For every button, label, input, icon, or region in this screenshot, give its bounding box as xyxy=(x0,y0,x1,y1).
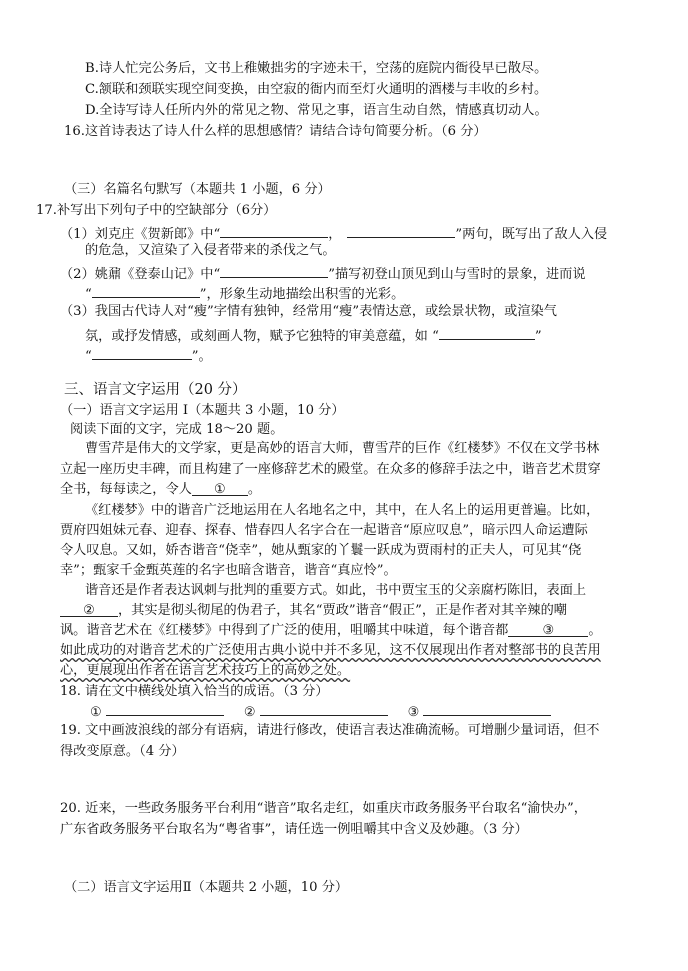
reading-intro: 阅读下面的文字，完成 18～20 题。 xyxy=(70,422,284,437)
option-d: D.全诗写诗人任所内外的常见之物、常见之事，语言生动自然，情感真切动人。 xyxy=(85,103,548,118)
sub-section-2-title: （二）语言文字运用Ⅱ（本题共 2 小题，10 分） xyxy=(64,880,349,895)
para-3-line-1: 谐音还是作者表达讽刺与批判的重要方式。如此，书中贾宝玉的父亲腐朽陈旧，表面上 xyxy=(85,583,587,598)
part-3-title: 三、语言文字运用（20 分） xyxy=(64,382,247,398)
q17-item-1-suffix: ”两句，既写出了敌人入侵 xyxy=(455,227,608,242)
para-2-line-3: 令人叹息。又如，娇杏谐音“侥幸”，她从甄家的丫鬟一跃成为贾雨村的正夫人，可见其“侥 xyxy=(60,543,582,558)
blank-2: ② xyxy=(60,602,118,617)
period: 。 xyxy=(247,482,262,497)
q18-marker-2: ② xyxy=(243,705,256,720)
question-16: 16.这首诗表达了诗人什么样的思想感情？请结合诗句简要分析。（6 分） xyxy=(64,124,487,139)
answer-blank[interactable] xyxy=(220,263,328,278)
para-2-line-1: 《红楼梦》中的谐音广泛地运用在人名地名之中，其中，在人名上的运用更普遍。比如， xyxy=(85,503,600,518)
section-dictation-title: （三）名篇名句默写（本题共 1 小题，6 分） xyxy=(64,182,331,197)
question-19-line-2: 得改变原意。（4 分） xyxy=(60,744,185,759)
q17-item-3-end: ”。 xyxy=(191,349,212,364)
para-2-line-4: 幸”；甄家千金甄英莲的名字也暗含谐音，谐音“真应怜”。 xyxy=(60,563,397,578)
answer-blank[interactable] xyxy=(106,701,224,716)
period: 。 xyxy=(588,623,602,638)
option-c: C.颔联和颈联实现空间变换，由空寂的衙内而至灯火通明的酒楼与丰收的乡村。 xyxy=(85,82,548,97)
q17-item-3-text: 氛，或抒发情感，或刻画人物，赋予它独特的审美意蕴，如 “ xyxy=(85,329,439,344)
blank-3: ③ xyxy=(508,622,588,637)
answer-blank[interactable] xyxy=(92,345,192,360)
para-3-line-3-text: 讽。谐音艺术在《红楼梦》中得到了广泛的使用，咀嚼其中味道，每个谐音都 xyxy=(60,623,509,638)
q17-item-2-line-1 xyxy=(60,263,586,284)
question-18: 18. 请在文中横线处填入恰当的成语。（3 分） xyxy=(60,684,329,699)
q17-item-3-line-1: （3）我国古代诗人对“瘦”字情有独钟，经常用“瘦”表情达意，或绘景状物，或渲染气 xyxy=(60,304,557,319)
answer-blank[interactable] xyxy=(423,701,551,716)
q17-item-1-comma: ， xyxy=(328,227,342,242)
q17-item-2-end: ”，形象生动地描绘出积雪的光彩。 xyxy=(199,287,405,302)
q17-item-2-line-2 xyxy=(85,283,404,304)
q17-item-3-line-3 xyxy=(85,345,212,366)
q17-item-2-prefix: （2）姚鼐《登泰山记》中“ xyxy=(60,267,221,282)
answer-blank[interactable] xyxy=(260,701,388,716)
q17-item-1-line-1 xyxy=(60,223,607,244)
para-1-line-3 xyxy=(60,481,261,499)
para-3-line-3 xyxy=(60,622,602,640)
sub-section-1-title: （一）语言文字运用 Ⅰ（本题共 3 小题，10 分） xyxy=(60,403,345,418)
q17-item-3-line-2 xyxy=(85,325,542,346)
para-3-line-2 xyxy=(60,602,567,620)
wavy-sentence-line-2: 心，更展现出作者在语言艺术技巧上的高妙之处。 xyxy=(60,663,351,678)
option-b: B.诗人忙完公务后，文书上稚嫩拙劣的字迹未干，空荡的庭院内衙役早已散尽。 xyxy=(85,61,548,76)
para-3-line-2-text: ，其实是彻头彻尾的伪君子，其名“贾政”谐音“假正”，正是作者对其辛辣的嘲 xyxy=(118,603,567,618)
answer-blank[interactable] xyxy=(220,223,328,238)
open-quote: “ xyxy=(85,349,92,364)
para-1-line-3-text: 全书，每每读之，令人 xyxy=(60,482,192,497)
para-1-line-2: 立起一座历史丰碑，而且构建了一座修辞艺术的殿堂。在众多的修辞手法之中，谐音艺术贯穿 xyxy=(60,462,601,477)
q18-marker-3: ③ xyxy=(407,705,420,720)
question-20-line-2: 广东省政务服务平台取名为“粤省事”，请任选一例咀嚼其中含义及妙趣。（3 分） xyxy=(60,822,528,837)
q18-answers xyxy=(90,701,551,722)
answer-blank[interactable] xyxy=(92,283,200,298)
q17-item-2-suffix: ”描写初登山顶见到山与雪时的景象，进而说 xyxy=(328,267,586,282)
q17-item-1-line-2: 的危急，又渲染了入侵者带来的杀伐之气。 xyxy=(85,243,336,258)
q18-marker-1: ① xyxy=(90,705,102,720)
blank-1: ① xyxy=(192,481,248,496)
answer-blank[interactable] xyxy=(347,223,455,238)
close-quote: ” xyxy=(534,329,542,344)
open-quote: “ xyxy=(85,287,92,302)
question-19-line-1: 19. 文中画波浪线的部分有语病，请进行修改，使语言表达准确流畅。可增删少量词语，但不 xyxy=(60,723,600,738)
question-17-title: 17.补写出下列句子中的空缺部分（6分） xyxy=(36,203,277,218)
para-2-line-2: 贾府四姐妹元春、迎春、探春、惜春四人名字合在一起谐音“原应叹息”，暗示四人命运遭际 xyxy=(60,523,588,538)
answer-blank[interactable] xyxy=(439,325,535,340)
q17-item-1-prefix: （1）刘克庄《贺新郎》中“ xyxy=(60,227,221,242)
para-1-line-1: 曹雪芹是伟大的文学家，更是高妙的语言大师，曹雪芹的巨作《红楼梦》不仅在文学书林 xyxy=(85,441,600,456)
question-20-line-1: 20. 近来，一些政务服务平台利用“谐音”取名走红，如重庆市政务服务平台取名“渝快办”， xyxy=(60,801,587,816)
wavy-sentence-line-1: 如此成功的对谐音艺术的广泛使用古典小说中并不多见，这不仅展现出作者对整部书的良苦用 xyxy=(60,643,601,658)
